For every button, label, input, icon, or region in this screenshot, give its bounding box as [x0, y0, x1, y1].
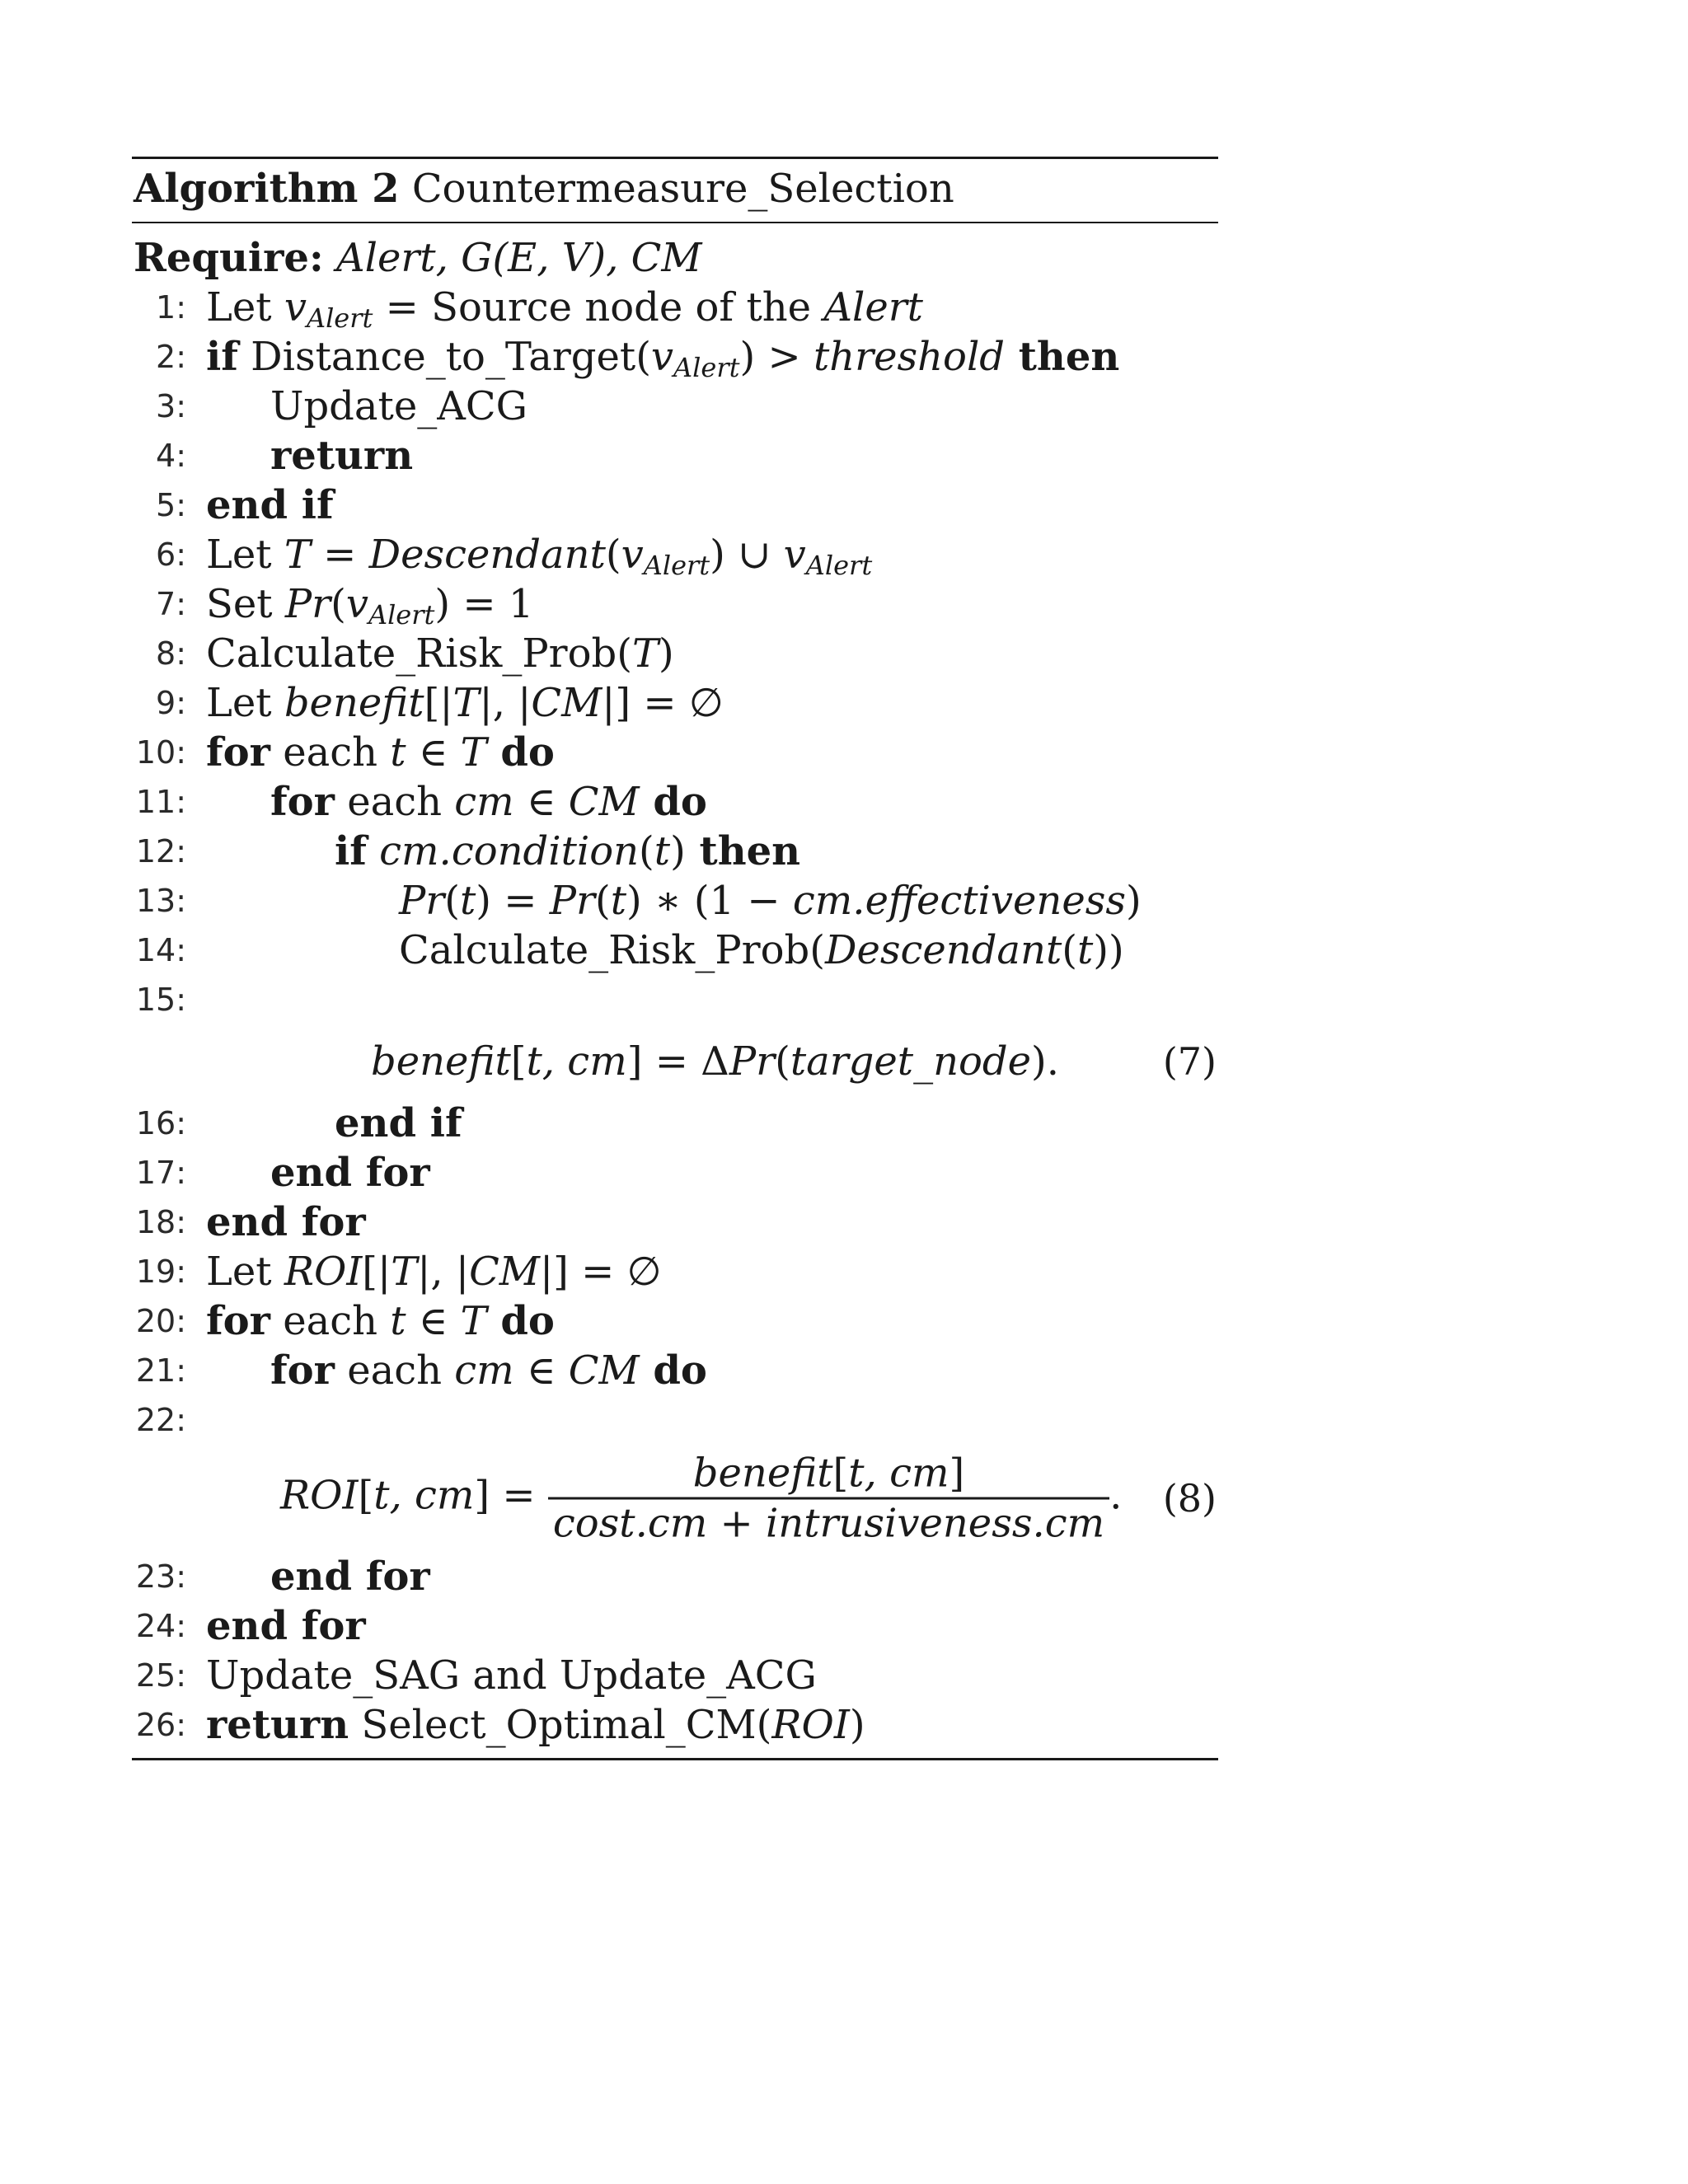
m: T — [460, 729, 487, 776]
algo-line-12 — [132, 827, 1218, 876]
sub: Alert — [368, 599, 435, 630]
t: Calculate_Risk_Prob( — [399, 927, 825, 973]
line-text — [206, 1700, 865, 1750]
sub: Alert — [306, 302, 373, 334]
m: Pr — [284, 581, 331, 627]
t: [ — [358, 1472, 374, 1519]
t: ( — [605, 532, 621, 578]
algo-line-26 — [132, 1700, 1218, 1750]
line-text — [206, 678, 724, 728]
algo-line-23 — [132, 1552, 1218, 1601]
line-number: 23: — [135, 1558, 186, 1595]
fraction — [548, 1450, 1109, 1548]
m: t, cm — [848, 1450, 950, 1497]
line-number: 5: — [156, 487, 186, 523]
line-number: 11: — [135, 784, 186, 820]
line-text — [206, 579, 533, 629]
t — [367, 828, 379, 874]
kw: then — [685, 828, 801, 874]
m: T — [452, 680, 480, 726]
t: ) — [849, 1702, 865, 1748]
t: ( — [444, 878, 460, 924]
t: . — [1109, 1472, 1123, 1519]
m: CM — [568, 779, 640, 825]
line-text — [206, 728, 555, 777]
require-label: Require: — [134, 235, 324, 281]
algo-line-7 — [132, 579, 1218, 629]
kw: then — [1005, 334, 1120, 380]
algo-line-9 — [132, 678, 1218, 728]
line-number: 6: — [156, 537, 186, 573]
m: threshold — [813, 334, 1006, 380]
algo-line-6 — [132, 530, 1218, 579]
m: T — [391, 1249, 418, 1295]
m: Descendant — [824, 927, 1062, 973]
m: t, cm — [526, 1038, 627, 1085]
algo-line-19 — [132, 1247, 1218, 1296]
t: each — [334, 779, 455, 825]
t: [| — [424, 680, 453, 726]
t: Let — [206, 680, 284, 726]
kw: for — [206, 1298, 270, 1344]
m: benefit — [692, 1450, 833, 1497]
m: cm — [454, 1347, 514, 1394]
line-number: 24: — [135, 1608, 186, 1644]
t: )) — [1093, 927, 1124, 973]
t: ) > — [739, 334, 814, 380]
algo-line-17 — [132, 1148, 1218, 1197]
algo-line-25 — [132, 1651, 1218, 1700]
t: ( — [1062, 927, 1077, 973]
algo-line-5 — [132, 480, 1218, 530]
m: T — [284, 532, 311, 578]
line-number: 12: — [135, 833, 186, 869]
m: t — [1076, 927, 1094, 973]
kw: do — [486, 729, 555, 776]
m: v — [284, 284, 307, 330]
line-text — [399, 926, 1124, 975]
fraction-numerator — [548, 1450, 1109, 1497]
line-text — [206, 1247, 661, 1296]
line-number: 17: — [135, 1155, 186, 1191]
m: v — [345, 581, 368, 627]
m: CM — [531, 680, 603, 726]
t: each — [334, 1347, 455, 1394]
line-text: end if — [206, 482, 334, 528]
line-number: 19: — [135, 1254, 186, 1290]
algo-line-18 — [132, 1197, 1218, 1247]
algo-line-22 — [132, 1395, 1218, 1445]
algo-line-21 — [132, 1346, 1218, 1395]
line-number: 10: — [135, 734, 186, 771]
kw: if — [206, 334, 238, 380]
t: ] = Δ — [626, 1038, 729, 1085]
algo-line-16 — [132, 1099, 1218, 1148]
line-text: Update_ACG — [270, 383, 528, 429]
algo-line-10 — [132, 728, 1218, 777]
t: |] = ∅ — [539, 1249, 662, 1295]
t: |] = ∅ — [602, 680, 724, 726]
t: ∈ — [406, 1298, 461, 1344]
line-text — [206, 629, 674, 678]
algo-line-13 — [132, 876, 1218, 926]
m: t — [390, 729, 406, 776]
t: Let — [206, 1249, 284, 1295]
t: Calculate_Risk_Prob( — [206, 630, 632, 677]
m: Pr — [399, 878, 445, 924]
kw: for — [270, 779, 335, 825]
line-text — [206, 530, 872, 579]
algo-line-14 — [132, 926, 1218, 975]
t: ∈ — [513, 1347, 569, 1394]
line-number: 8: — [156, 635, 186, 672]
t: Distance_to_Target( — [237, 334, 651, 380]
m: t — [610, 878, 627, 924]
m: Pr — [729, 1038, 776, 1085]
line-text — [206, 332, 1119, 382]
m: ROI — [771, 1702, 850, 1748]
line-text: end if — [335, 1100, 462, 1146]
t: = Source node of the — [373, 284, 824, 330]
t: Select_Optimal_CM( — [349, 1702, 772, 1748]
m: target_node — [790, 1038, 1032, 1085]
m: cm — [454, 779, 514, 825]
m: T — [631, 630, 659, 677]
t: ). — [1031, 1038, 1060, 1085]
sub: Alert — [805, 550, 873, 581]
line-number: 7: — [156, 586, 186, 622]
m: v — [621, 532, 644, 578]
m: Alert — [823, 284, 923, 330]
kw: do — [639, 1347, 707, 1394]
algo-line-8 — [132, 629, 1218, 678]
t: Let — [206, 532, 284, 578]
m: ROI — [280, 1472, 359, 1519]
t: [ — [832, 1450, 849, 1497]
equation-7 — [132, 1024, 1218, 1099]
kw: do — [639, 779, 707, 825]
m: t — [654, 828, 671, 874]
sub: Alert — [673, 352, 740, 383]
t: Set — [206, 581, 285, 627]
kw: for — [270, 1347, 335, 1394]
algo-line-15 — [132, 975, 1218, 1024]
line-number: 20: — [135, 1303, 186, 1339]
algorithm-label: Algorithm 2 — [134, 166, 400, 212]
m: T — [460, 1298, 487, 1344]
line-text — [206, 283, 923, 332]
t: ( — [639, 828, 654, 874]
kw: if — [335, 828, 367, 874]
require-args: Alert, G(E, V), CM — [335, 235, 702, 281]
algorithm-caption — [132, 159, 1218, 222]
m: v — [650, 334, 674, 380]
t: ∈ — [513, 779, 569, 825]
m: Pr — [549, 878, 595, 924]
t: ] = — [474, 1472, 536, 1519]
m: CM — [469, 1249, 540, 1295]
m: Descendant — [368, 532, 606, 578]
line-text: return — [270, 433, 414, 479]
line-number: 13: — [135, 883, 186, 919]
t: ( — [595, 878, 611, 924]
line-number: 18: — [135, 1204, 186, 1240]
line-text: end for — [270, 1150, 430, 1196]
line-number: 14: — [135, 932, 186, 968]
m: CM — [568, 1347, 640, 1394]
algo-line-1 — [132, 283, 1218, 332]
line-number: 9: — [156, 685, 186, 721]
line-number: 1: — [156, 289, 186, 326]
algo-line-11 — [132, 777, 1218, 827]
algo-line-24 — [132, 1601, 1218, 1651]
m: t, cm — [373, 1472, 475, 1519]
m: benefit — [284, 680, 424, 726]
m: benefit — [371, 1038, 511, 1085]
t: ] — [949, 1450, 965, 1497]
line-text — [335, 827, 800, 876]
m: t — [390, 1298, 406, 1344]
t: ) — [1126, 878, 1142, 924]
line-text: end for — [206, 1603, 366, 1649]
caption-rule — [132, 222, 1218, 223]
equation-number: (8) — [1162, 1476, 1217, 1521]
t: ( — [775, 1038, 790, 1085]
t: ( — [331, 581, 346, 627]
line-number: 2: — [156, 339, 186, 375]
line-text: end for — [206, 1199, 366, 1245]
line-text: end for — [270, 1554, 430, 1600]
t: |, | — [417, 1249, 470, 1295]
m: cm.condition — [379, 828, 640, 874]
kw: return — [206, 1702, 349, 1748]
line-number: 21: — [135, 1352, 186, 1389]
bottom-rule — [132, 1758, 1218, 1760]
t: ) ∗ (1 − — [626, 878, 793, 924]
m: cm.effectiveness — [792, 878, 1127, 924]
line-number: 15: — [135, 982, 186, 1018]
t: Let — [206, 284, 284, 330]
algorithm-name: Countermeasure_Selection — [411, 166, 954, 212]
t: ) — [658, 630, 674, 677]
t: ) ∪ — [710, 532, 784, 578]
algo-line-4 — [132, 431, 1218, 480]
t: [| — [362, 1249, 392, 1295]
equation-number: (7) — [1162, 1039, 1217, 1084]
kw: for — [206, 729, 270, 776]
algo-line-3 — [132, 382, 1218, 431]
line-text — [270, 1346, 707, 1395]
t: each — [270, 1298, 391, 1344]
line-number: 22: — [135, 1402, 186, 1438]
line-text: Update_SAG and Update_ACG — [206, 1652, 817, 1699]
line-text — [399, 876, 1142, 926]
line-number: 4: — [156, 438, 186, 474]
algo-line-20 — [132, 1296, 1218, 1346]
line-text — [206, 1296, 555, 1346]
t: ∈ — [406, 729, 461, 776]
t: ) = — [476, 878, 550, 924]
t: each — [270, 729, 391, 776]
require-line — [132, 233, 1218, 283]
sub: Alert — [643, 550, 710, 581]
algo-line-2 — [132, 332, 1218, 382]
equation-7-body — [371, 1038, 1059, 1085]
m: v — [783, 532, 806, 578]
line-number: 3: — [156, 388, 186, 424]
line-number: 25: — [135, 1657, 186, 1694]
t: [ — [510, 1038, 527, 1085]
equation-8 — [132, 1445, 1218, 1552]
t: ) = 1 — [434, 581, 534, 627]
m: ROI — [284, 1249, 363, 1295]
m: t — [459, 878, 476, 924]
line-number: 26: — [135, 1707, 186, 1743]
t: ) — [670, 828, 686, 874]
algorithm-block — [132, 157, 1218, 1760]
kw: do — [486, 1298, 555, 1344]
line-text — [270, 777, 707, 827]
fraction-denominator: cost.cm + intrusiveness.cm — [548, 1497, 1109, 1548]
equation-8-body — [280, 1450, 1122, 1548]
line-number: 16: — [135, 1105, 186, 1141]
t: = — [310, 532, 369, 578]
t: |, | — [479, 680, 532, 726]
